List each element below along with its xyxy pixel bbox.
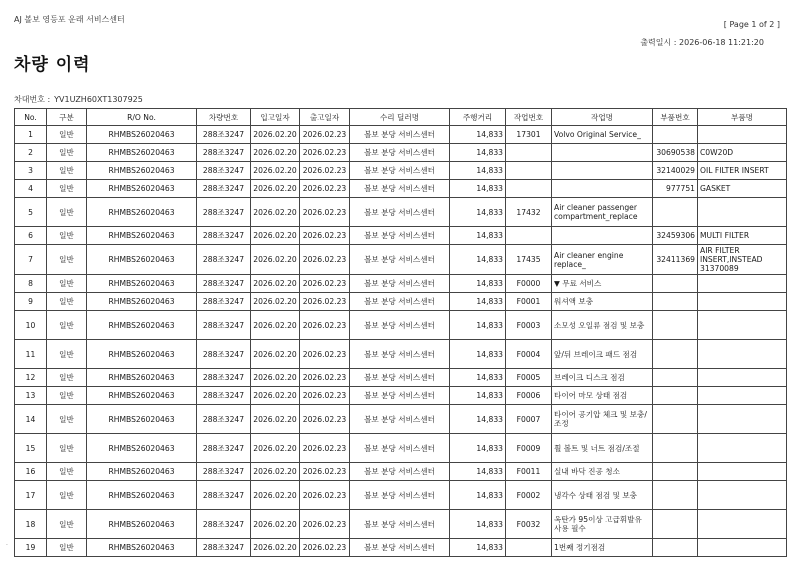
cell-job-name: 실내 바닥 진공 청소 xyxy=(552,463,653,481)
cell-no: 7 xyxy=(15,245,47,275)
col-header-mileage: 주행거리 xyxy=(450,109,506,126)
cell-car-no: 288조3247 xyxy=(197,510,251,539)
cell-in-date: 2026.02.20 xyxy=(251,293,300,311)
cell-out-date: 2026.02.23 xyxy=(300,162,350,180)
cell-job-no: F0032 xyxy=(506,510,552,539)
table-row xyxy=(15,227,787,245)
cell-dealer: 볼보 분당 서비스센터 xyxy=(350,510,450,539)
cell-in-date: 2026.02.20 xyxy=(251,481,300,510)
cell-in-date: 2026.02.20 xyxy=(251,434,300,463)
cell-mileage: 14,833 xyxy=(450,144,506,162)
cell-mileage: 14,833 xyxy=(450,162,506,180)
cell-type: 일반 xyxy=(47,293,87,311)
cell-out-date: 2026.02.23 xyxy=(300,245,350,275)
cell-dealer: 볼보 분당 서비스센터 xyxy=(350,245,450,275)
table-row xyxy=(15,198,787,227)
cell-no: 11 xyxy=(15,340,47,369)
cell-out-date: 2026.02.23 xyxy=(300,369,350,387)
cell-part-name: MULTI FILTER xyxy=(698,227,787,245)
cell-part-name: C0W20D xyxy=(698,144,787,162)
col-header-part-no: 부품번호 xyxy=(653,109,698,126)
cell-no: 17 xyxy=(15,481,47,510)
cell-job-no xyxy=(506,144,552,162)
cell-no: 4 xyxy=(15,180,47,198)
cell-ro-no: RHMBS26020463 xyxy=(87,481,197,510)
cell-part-name xyxy=(698,387,787,405)
table-row xyxy=(15,463,787,481)
cell-type: 일반 xyxy=(47,245,87,275)
cell-ro-no: RHMBS26020463 xyxy=(87,293,197,311)
cell-part-name xyxy=(698,539,787,557)
cell-in-date: 2026.02.20 xyxy=(251,126,300,144)
cell-job-no: F0001 xyxy=(506,293,552,311)
cell-in-date: 2026.02.20 xyxy=(251,463,300,481)
cell-job-no: F0004 xyxy=(506,340,552,369)
col-header-in-date: 입고일자 xyxy=(251,109,300,126)
cell-part-no xyxy=(653,275,698,293)
cell-ro-no: RHMBS26020463 xyxy=(87,144,197,162)
cell-part-name xyxy=(698,275,787,293)
cell-dealer: 볼보 분당 서비스센터 xyxy=(350,539,450,557)
cell-part-name xyxy=(698,481,787,510)
cell-in-date: 2026.02.20 xyxy=(251,180,300,198)
cell-type: 일반 xyxy=(47,369,87,387)
cell-no: 18 xyxy=(15,510,47,539)
cell-out-date: 2026.02.23 xyxy=(300,144,350,162)
cell-out-date: 2026.02.23 xyxy=(300,463,350,481)
cell-car-no: 288조3247 xyxy=(197,245,251,275)
cell-part-name: OIL FILTER INSERT xyxy=(698,162,787,180)
cell-mileage: 14,833 xyxy=(450,387,506,405)
cell-type: 일반 xyxy=(47,340,87,369)
cell-ro-no: RHMBS26020463 xyxy=(87,245,197,275)
cell-job-no: F0002 xyxy=(506,481,552,510)
cell-in-date: 2026.02.20 xyxy=(251,387,300,405)
cell-part-no: 32459306 xyxy=(653,227,698,245)
cell-job-no: F0007 xyxy=(506,405,552,434)
cell-part-name: GASKET xyxy=(698,180,787,198)
col-header-job: 작업명 xyxy=(552,109,653,126)
cell-type: 일반 xyxy=(47,227,87,245)
cell-part-no xyxy=(653,539,698,557)
cell-dealer: 볼보 분당 서비스센터 xyxy=(350,340,450,369)
cell-no: 9 xyxy=(15,293,47,311)
cell-ro-no: RHMBS26020463 xyxy=(87,539,197,557)
vin-value: YV1UZH60XT1307925 xyxy=(54,95,143,104)
cell-in-date: 2026.02.20 xyxy=(251,227,300,245)
cell-job-name xyxy=(552,180,653,198)
cell-car-no: 288조3247 xyxy=(197,434,251,463)
cell-type: 일반 xyxy=(47,180,87,198)
company-name: AJ 볼보 영등포 운래 서비스센터 xyxy=(14,15,125,24)
cell-part-name xyxy=(698,293,787,311)
cell-job-name: 냉각수 상태 점검 및 보충 xyxy=(552,481,653,510)
cell-dealer: 볼보 분당 서비스센터 xyxy=(350,481,450,510)
table-row xyxy=(15,387,787,405)
cell-part-no xyxy=(653,369,698,387)
cell-part-no: 30690538 xyxy=(653,144,698,162)
cell-mileage: 14,833 xyxy=(450,293,506,311)
cell-out-date: 2026.02.23 xyxy=(300,340,350,369)
cell-dealer: 볼보 분당 서비스센터 xyxy=(350,434,450,463)
table-row xyxy=(15,162,787,180)
cell-no: 16 xyxy=(15,463,47,481)
cell-type: 일반 xyxy=(47,434,87,463)
table-row xyxy=(15,434,787,463)
cell-in-date: 2026.02.20 xyxy=(251,198,300,227)
cell-job-no: F0003 xyxy=(506,311,552,340)
page-title: 차량 이력 xyxy=(14,55,91,75)
cell-no: 3 xyxy=(15,162,47,180)
cell-car-no: 288조3247 xyxy=(197,275,251,293)
cell-job-no: F0009 xyxy=(506,434,552,463)
cell-car-no: 288조3247 xyxy=(197,481,251,510)
cell-car-no: 288조3247 xyxy=(197,144,251,162)
cell-job-no xyxy=(506,539,552,557)
cell-out-date: 2026.02.23 xyxy=(300,293,350,311)
cell-in-date: 2026.02.20 xyxy=(251,539,300,557)
cell-job-name: Volvo Original Service_ xyxy=(552,126,653,144)
cell-in-date: 2026.02.20 xyxy=(251,311,300,340)
cell-part-name xyxy=(698,405,787,434)
print-datetime: 출력일시 : 2026-06-18 11:21:20 xyxy=(640,38,764,47)
cell-type: 일반 xyxy=(47,311,87,340)
col-header-car: 차량번호 xyxy=(197,109,251,126)
cell-in-date: 2026.02.20 xyxy=(251,405,300,434)
cell-job-name: 타이어 마모 상태 점검 xyxy=(552,387,653,405)
cell-job-name: Air cleaner engine replace_ xyxy=(552,245,653,275)
cell-out-date: 2026.02.23 xyxy=(300,539,350,557)
cell-part-no xyxy=(653,293,698,311)
cell-no: 13 xyxy=(15,387,47,405)
cell-dealer: 볼보 분당 서비스센터 xyxy=(350,275,450,293)
cell-in-date: 2026.02.20 xyxy=(251,245,300,275)
table-row xyxy=(15,144,787,162)
cell-mileage: 14,833 xyxy=(450,463,506,481)
cell-dealer: 볼보 분당 서비스센터 xyxy=(350,180,450,198)
cell-job-name: Air cleaner passenger compartment_replace xyxy=(552,198,653,227)
cell-dealer: 볼보 분당 서비스센터 xyxy=(350,405,450,434)
cell-out-date: 2026.02.23 xyxy=(300,227,350,245)
cell-mileage: 14,833 xyxy=(450,510,506,539)
cell-out-date: 2026.02.23 xyxy=(300,387,350,405)
cell-out-date: 2026.02.23 xyxy=(300,126,350,144)
cell-job-name xyxy=(552,227,653,245)
col-header-no: No. xyxy=(15,109,47,126)
col-header-part: 부품명 xyxy=(698,109,787,126)
cell-part-name xyxy=(698,510,787,539)
cell-in-date: 2026.02.20 xyxy=(251,144,300,162)
cell-job-no: F0006 xyxy=(506,387,552,405)
table-row xyxy=(15,481,787,510)
cell-ro-no: RHMBS26020463 xyxy=(87,463,197,481)
cell-part-name xyxy=(698,311,787,340)
col-header-ro: R/O No. xyxy=(87,109,197,126)
cell-type: 일반 xyxy=(47,275,87,293)
cell-mileage: 14,833 xyxy=(450,126,506,144)
cell-part-name xyxy=(698,463,787,481)
cell-part-no xyxy=(653,387,698,405)
cell-out-date: 2026.02.23 xyxy=(300,180,350,198)
table-row xyxy=(15,539,787,557)
cell-no: 5 xyxy=(15,198,47,227)
cell-part-no xyxy=(653,198,698,227)
table-row xyxy=(15,180,787,198)
cell-dealer: 볼보 분당 서비스센터 xyxy=(350,293,450,311)
cell-part-name xyxy=(698,198,787,227)
cell-mileage: 14,833 xyxy=(450,198,506,227)
cell-mileage: 14,833 xyxy=(450,227,506,245)
cell-job-no: 17435 xyxy=(506,245,552,275)
cell-ro-no: RHMBS26020463 xyxy=(87,275,197,293)
cell-type: 일반 xyxy=(47,510,87,539)
cell-out-date: 2026.02.23 xyxy=(300,198,350,227)
cell-part-no xyxy=(653,405,698,434)
cell-mileage: 14,833 xyxy=(450,340,506,369)
cell-part-no xyxy=(653,340,698,369)
cell-car-no: 288조3247 xyxy=(197,293,251,311)
cell-part-name xyxy=(698,340,787,369)
cell-dealer: 볼보 분당 서비스센터 xyxy=(350,311,450,340)
cell-ro-no: RHMBS26020463 xyxy=(87,227,197,245)
cell-job-name xyxy=(552,144,653,162)
cell-in-date: 2026.02.20 xyxy=(251,162,300,180)
cell-ro-no: RHMBS26020463 xyxy=(87,369,197,387)
cell-job-no: F0000 xyxy=(506,275,552,293)
cell-job-no xyxy=(506,227,552,245)
vin-line xyxy=(14,94,143,105)
cell-part-name xyxy=(698,126,787,144)
cell-car-no: 288조3247 xyxy=(197,387,251,405)
table-header-row xyxy=(15,109,787,126)
table-row xyxy=(15,369,787,387)
cell-ro-no: RHMBS26020463 xyxy=(87,198,197,227)
cell-no: 19 xyxy=(15,539,47,557)
cell-car-no: 288조3247 xyxy=(197,311,251,340)
vehicle-history-table xyxy=(14,108,787,557)
cell-type: 일반 xyxy=(47,463,87,481)
cell-ro-no: RHMBS26020463 xyxy=(87,311,197,340)
cell-car-no: 288조3247 xyxy=(197,198,251,227)
cell-job-name: 앞/뒤 브레이크 패드 점검 xyxy=(552,340,653,369)
cell-mileage: 14,833 xyxy=(450,369,506,387)
table-row xyxy=(15,245,787,275)
cell-car-no: 288조3247 xyxy=(197,227,251,245)
cell-mileage: 14,833 xyxy=(450,275,506,293)
cell-dealer: 볼보 분당 서비스센터 xyxy=(350,227,450,245)
cell-ro-no: RHMBS26020463 xyxy=(87,162,197,180)
cell-dealer: 볼보 분당 서비스센터 xyxy=(350,369,450,387)
cell-car-no: 288조3247 xyxy=(197,340,251,369)
cell-out-date: 2026.02.23 xyxy=(300,275,350,293)
cell-job-name xyxy=(552,162,653,180)
cell-job-name: 휠 볼트 및 너트 점검/조절 xyxy=(552,434,653,463)
cell-out-date: 2026.02.23 xyxy=(300,510,350,539)
table-row xyxy=(15,311,787,340)
cell-type: 일반 xyxy=(47,198,87,227)
cell-type: 일반 xyxy=(47,539,87,557)
cell-mileage: 14,833 xyxy=(450,245,506,275)
cell-no: 12 xyxy=(15,369,47,387)
cell-part-name xyxy=(698,434,787,463)
cell-type: 일반 xyxy=(47,387,87,405)
cell-type: 일반 xyxy=(47,126,87,144)
cell-no: 2 xyxy=(15,144,47,162)
col-header-out-date: 출고일자 xyxy=(300,109,350,126)
cell-no: 10 xyxy=(15,311,47,340)
cell-job-no: 17301 xyxy=(506,126,552,144)
cell-mileage: 14,833 xyxy=(450,481,506,510)
cell-ro-no: RHMBS26020463 xyxy=(87,510,197,539)
cell-part-no xyxy=(653,126,698,144)
cell-car-no: 288조3247 xyxy=(197,162,251,180)
col-header-job-no: 작업번호 xyxy=(506,109,552,126)
page-indicator: [ Page 1 of 2 ] xyxy=(723,20,780,29)
cell-type: 일반 xyxy=(47,481,87,510)
cell-job-no xyxy=(506,162,552,180)
cell-part-no xyxy=(653,481,698,510)
cell-job-no: F0005 xyxy=(506,369,552,387)
cell-dealer: 볼보 분당 서비스센터 xyxy=(350,387,450,405)
cell-ro-no: RHMBS26020463 xyxy=(87,126,197,144)
cell-car-no: 288조3247 xyxy=(197,369,251,387)
cell-part-no xyxy=(653,434,698,463)
cell-out-date: 2026.02.23 xyxy=(300,434,350,463)
cell-dealer: 볼보 분당 서비스센터 xyxy=(350,144,450,162)
cell-out-date: 2026.02.23 xyxy=(300,311,350,340)
vin-label: 차대번호 : xyxy=(14,95,51,104)
col-header-type: 구분 xyxy=(47,109,87,126)
cell-ro-no: RHMBS26020463 xyxy=(87,434,197,463)
cell-type: 일반 xyxy=(47,405,87,434)
cell-ro-no: RHMBS26020463 xyxy=(87,405,197,434)
table-row xyxy=(15,340,787,369)
col-header-dealer: 수리 딜러명 xyxy=(350,109,450,126)
footer-mark: · xyxy=(6,542,8,549)
cell-in-date: 2026.02.20 xyxy=(251,340,300,369)
table-row xyxy=(15,275,787,293)
cell-out-date: 2026.02.23 xyxy=(300,481,350,510)
cell-job-no: 17432 xyxy=(506,198,552,227)
cell-ro-no: RHMBS26020463 xyxy=(87,340,197,369)
cell-type: 일반 xyxy=(47,144,87,162)
cell-job-name: 옥탄가 95이상 고급휘발유 사용 필수 xyxy=(552,510,653,539)
cell-job-name: 워셔액 보충 xyxy=(552,293,653,311)
cell-no: 1 xyxy=(15,126,47,144)
table-row xyxy=(15,510,787,539)
cell-mileage: 14,833 xyxy=(450,434,506,463)
cell-car-no: 288조3247 xyxy=(197,539,251,557)
cell-no: 14 xyxy=(15,405,47,434)
cell-job-no xyxy=(506,180,552,198)
cell-job-name: 소모성 오일류 점검 및 보충 xyxy=(552,311,653,340)
cell-out-date: 2026.02.23 xyxy=(300,405,350,434)
cell-ro-no: RHMBS26020463 xyxy=(87,387,197,405)
cell-mileage: 14,833 xyxy=(450,180,506,198)
cell-part-no: 32140029 xyxy=(653,162,698,180)
cell-car-no: 288조3247 xyxy=(197,180,251,198)
cell-car-no: 288조3247 xyxy=(197,126,251,144)
cell-part-no xyxy=(653,510,698,539)
cell-part-name xyxy=(698,369,787,387)
cell-no: 6 xyxy=(15,227,47,245)
cell-dealer: 볼보 분당 서비스센터 xyxy=(350,126,450,144)
cell-dealer: 볼보 분당 서비스센터 xyxy=(350,198,450,227)
cell-ro-no: RHMBS26020463 xyxy=(87,180,197,198)
cell-mileage: 14,833 xyxy=(450,405,506,434)
cell-part-no: 977751 xyxy=(653,180,698,198)
cell-job-no: F0011 xyxy=(506,463,552,481)
cell-in-date: 2026.02.20 xyxy=(251,275,300,293)
cell-part-no xyxy=(653,311,698,340)
cell-dealer: 볼보 분당 서비스센터 xyxy=(350,162,450,180)
cell-job-name: 브레이크 디스크 점검 xyxy=(552,369,653,387)
cell-no: 15 xyxy=(15,434,47,463)
cell-car-no: 288조3247 xyxy=(197,463,251,481)
cell-car-no: 288조3247 xyxy=(197,405,251,434)
cell-part-no xyxy=(653,463,698,481)
table-row xyxy=(15,126,787,144)
cell-mileage: 14,833 xyxy=(450,539,506,557)
cell-in-date: 2026.02.20 xyxy=(251,369,300,387)
cell-job-name: 타이어 공기압 체크 및 보충/조정 xyxy=(552,405,653,434)
cell-job-name: ▼ 무료 서비스 xyxy=(552,275,653,293)
table-row xyxy=(15,405,787,434)
cell-dealer: 볼보 분당 서비스센터 xyxy=(350,463,450,481)
cell-no: 8 xyxy=(15,275,47,293)
cell-type: 일반 xyxy=(47,162,87,180)
table-row xyxy=(15,293,787,311)
cell-job-name: 1번째 정기점검 xyxy=(552,539,653,557)
cell-mileage: 14,833 xyxy=(450,311,506,340)
cell-in-date: 2026.02.20 xyxy=(251,510,300,539)
cell-part-name: AIR FILTER INSERT,INSTEAD 31370089 xyxy=(698,245,787,275)
cell-part-no: 32411369 xyxy=(653,245,698,275)
